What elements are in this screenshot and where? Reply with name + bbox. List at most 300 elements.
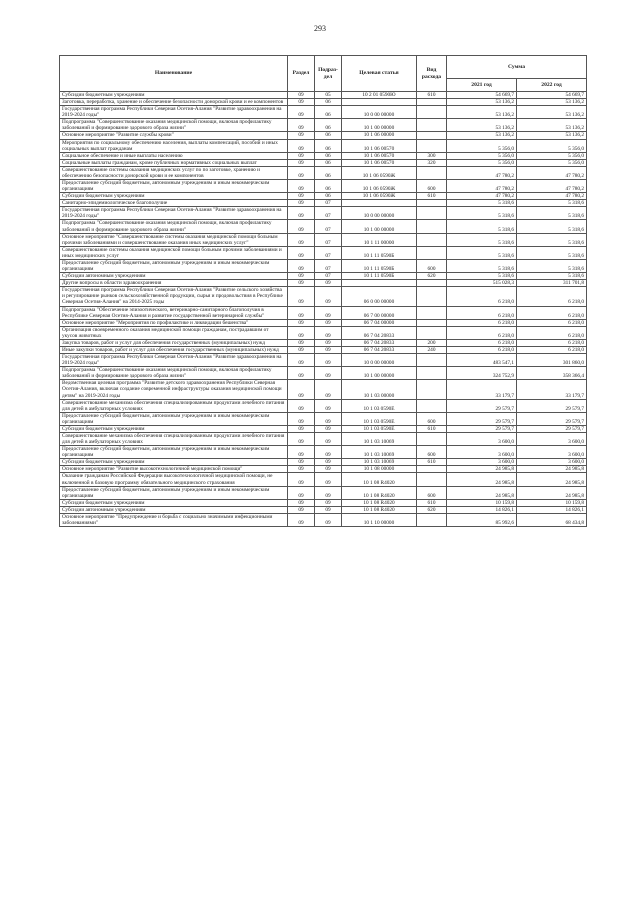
row-expense-type-cell: 600: [417, 446, 447, 459]
table-row: [60, 432, 587, 445]
row-target-cell: 10 1 03 10069: [342, 432, 417, 445]
row-name-cell: Предоставление субсидий бюджетным, автономным учреждениям и иным некоммерческим организациям: [60, 446, 288, 459]
table-row: [60, 466, 587, 473]
row-expense-type-cell: [417, 399, 447, 412]
row-2022-cell: 53 136,2: [517, 132, 587, 139]
row-section-cell: 09: [288, 380, 315, 399]
header-expense-type: Вид расхода: [417, 56, 447, 92]
row-subsection-cell: 09: [315, 425, 342, 432]
row-2022-cell: 29 579,7: [517, 425, 587, 432]
row-expense-type-cell: [417, 513, 447, 526]
row-2021-cell: 10 159,8: [447, 499, 517, 506]
row-expense-type-cell: 620: [417, 273, 447, 280]
row-2022-cell: 5 318,6: [517, 220, 587, 233]
row-target-cell: 10 1 11 00000: [342, 233, 417, 246]
row-2021-cell: 3 600,0: [447, 432, 517, 445]
table-row: [60, 473, 587, 486]
row-2022-cell: 29 579,7: [517, 399, 587, 412]
table-row: [60, 306, 587, 319]
row-subsection-cell: 07: [315, 200, 342, 207]
row-subsection-cell: 09: [315, 459, 342, 466]
row-subsection-cell: 09: [315, 499, 342, 506]
row-name-cell: Основное мероприятие "Развитие службы крови": [60, 132, 288, 139]
row-target-cell: 10 1 10 00000: [342, 513, 417, 526]
row-name-cell: Основное мероприятие "Совершенствование системы оказания медицинской помощи больным прочими заболеваниями и совершенствование оказания иных медицинских услуг": [60, 233, 288, 246]
row-subsection-cell: 09: [315, 473, 342, 486]
row-expense-type-cell: [417, 287, 447, 306]
row-subsection-cell: 09: [315, 367, 342, 380]
row-2022-cell: 53 136,2: [517, 119, 587, 132]
row-section-cell: 09: [288, 367, 315, 380]
row-subsection-cell: 07: [315, 273, 342, 280]
row-expense-type-cell: [417, 432, 447, 445]
row-section-cell: 09: [288, 119, 315, 132]
table-row: [60, 99, 587, 106]
row-name-cell: Оказание гражданам Российской Федерации высокотехнологичной медицинской помощи, не включенной в базовую программу обязательного медицинского страхования: [60, 473, 288, 486]
page-number: 293: [314, 24, 326, 33]
row-expense-type-cell: [417, 367, 447, 380]
row-target-cell: 06 7 04 20833: [342, 346, 417, 353]
row-section-cell: 09: [288, 259, 315, 272]
row-2021-cell: 29 579,7: [447, 425, 517, 432]
row-2021-cell: 5 318,6: [447, 200, 517, 207]
row-name-cell: Подпрограмма "Совершенствование оказания медицинской помощи, включая профилактику заболеваний и формирование здорового образа жизни": [60, 220, 288, 233]
row-expense-type-cell: 320: [417, 159, 447, 166]
row-expense-type-cell: [417, 166, 447, 179]
table-row: [60, 513, 587, 526]
row-subsection-cell: 09: [315, 380, 342, 399]
row-expense-type-cell: 610: [417, 459, 447, 466]
table-row: [60, 92, 587, 99]
table-row: [60, 287, 587, 306]
row-target-cell: [342, 200, 417, 207]
table-row: [60, 459, 587, 466]
row-section-cell: 09: [288, 459, 315, 466]
table-row: [60, 367, 587, 380]
row-target-cell: 06 7 00 00000: [342, 306, 417, 319]
row-name-cell: Ведомственная целевая программа "Развитие детского здравоохранения Республики Северная Осетия-Алания, включая создание современной инфраструктуры оказания медицинской помощи детям" на 2019-2024 годы: [60, 380, 288, 399]
row-2021-cell: 5 356,0: [447, 139, 517, 152]
row-expense-type-cell: [417, 319, 447, 326]
table-row: [60, 412, 587, 425]
row-name-cell: Субсидии автономным учреждениям: [60, 273, 288, 280]
row-section-cell: 09: [288, 106, 315, 119]
row-2021-cell: 6 218,0: [447, 346, 517, 353]
row-expense-type-cell: 200: [417, 339, 447, 346]
row-expense-type-cell: [417, 233, 447, 246]
row-2021-cell: 5 318,6: [447, 220, 517, 233]
row-expense-type-cell: [417, 380, 447, 399]
row-expense-type-cell: 600: [417, 486, 447, 499]
row-target-cell: [342, 99, 417, 106]
row-2022-cell: 5 356,0: [517, 139, 587, 152]
row-2022-cell: 6 218,0: [517, 319, 587, 326]
table-row: [60, 339, 587, 346]
row-section-cell: 09: [288, 306, 315, 319]
row-section-cell: 09: [288, 346, 315, 353]
row-2022-cell: 54 669,7: [517, 92, 587, 99]
row-subsection-cell: 09: [315, 306, 342, 319]
row-subsection-cell: 09: [315, 513, 342, 526]
row-section-cell: 09: [288, 139, 315, 152]
table-row: [60, 207, 587, 220]
row-section-cell: 09: [288, 354, 315, 367]
row-section-cell: 09: [288, 180, 315, 193]
row-name-cell: Основное мероприятие "Предупреждение и борьба с социально значимыми инфекционными заболеваниями": [60, 513, 288, 526]
row-target-cell: 10 1 08 R4020: [342, 506, 417, 513]
row-2022-cell: 5 318,6: [517, 207, 587, 220]
row-target-cell: 10 1 03 10069: [342, 459, 417, 466]
row-name-cell: Предоставление субсидий бюджетным, автономным учреждениям и иным некоммерческим организациям: [60, 180, 288, 193]
row-2022-cell: 47 780,2: [517, 193, 587, 200]
budget-table: [59, 55, 587, 527]
row-2022-cell: 3 600,0: [517, 432, 587, 445]
row-section-cell: 09: [288, 193, 315, 200]
row-target-cell: 10 1 08 00000: [342, 466, 417, 473]
row-name-cell: Предоставление субсидий бюджетным, автономным учреждениям и иным некоммерческим организациям: [60, 259, 288, 272]
table-row: [60, 152, 587, 159]
table-row: [60, 425, 587, 432]
row-name-cell: Предоставление субсидий бюджетным, автономным учреждениям и иным некоммерческим организациям: [60, 486, 288, 499]
header-section: Раздел: [288, 56, 315, 92]
row-section-cell: 09: [288, 425, 315, 432]
row-section-cell: 09: [288, 280, 315, 287]
row-2022-cell: 311 701,8: [517, 280, 587, 287]
row-2021-cell: 53 136,2: [447, 132, 517, 139]
row-expense-type-cell: [417, 132, 447, 139]
row-expense-type-cell: [417, 220, 447, 233]
row-section-cell: 09: [288, 99, 315, 106]
row-2021-cell: 85 992,6: [447, 513, 517, 526]
row-2021-cell: 6 218,0: [447, 339, 517, 346]
row-section-cell: 09: [288, 446, 315, 459]
table-row: [60, 132, 587, 139]
row-subsection-cell: 07: [315, 220, 342, 233]
header-target: Целевая статья: [342, 56, 417, 92]
row-subsection-cell: 06: [315, 180, 342, 193]
row-target-cell: [342, 280, 417, 287]
row-name-cell: Субсидии бюджетным учреждениям: [60, 92, 288, 99]
table-body: [60, 92, 587, 527]
table-row: [60, 354, 587, 367]
table-row: [60, 159, 587, 166]
table-row: [60, 139, 587, 152]
row-2022-cell: 5 356,0: [517, 159, 587, 166]
row-section-cell: 09: [288, 326, 315, 339]
row-target-cell: 10 1 06 00570: [342, 139, 417, 152]
row-2021-cell: 5 356,0: [447, 159, 517, 166]
row-name-cell: Закупка товаров, работ и услуг для обеспечения государственных (муниципальных) нужд: [60, 339, 288, 346]
row-subsection-cell: 07: [315, 259, 342, 272]
row-name-cell: Государственная программа Республики Северная Осетия-Алания "Развитие здравоохранения на 2019-2024 годы": [60, 106, 288, 119]
row-2021-cell: 24 985,8: [447, 486, 517, 499]
row-expense-type-cell: 610: [417, 92, 447, 99]
row-2022-cell: 5 318,6: [517, 233, 587, 246]
row-2022-cell: 53 136,2: [517, 99, 587, 106]
row-name-cell: Государственная программа Республики Северная Осетия-Алания "Развитие здравоохранения на 2019-2024 годы": [60, 207, 288, 220]
row-2022-cell: 5 318,6: [517, 246, 587, 259]
row-subsection-cell: 09: [315, 446, 342, 459]
row-expense-type-cell: [417, 466, 447, 473]
row-expense-type-cell: 610: [417, 499, 447, 506]
row-section-cell: 09: [288, 273, 315, 280]
row-2021-cell: 6 218,0: [447, 306, 517, 319]
table-row: [60, 106, 587, 119]
row-2022-cell: 24 985,8: [517, 466, 587, 473]
row-name-cell: Предоставление субсидий бюджетным, автономным учреждениям и иным некоммерческим организациям: [60, 412, 288, 425]
row-expense-type-cell: 620: [417, 506, 447, 513]
row-expense-type-cell: [417, 200, 447, 207]
row-target-cell: 10 1 08 R4020: [342, 486, 417, 499]
row-2021-cell: 14 826,1: [447, 506, 517, 513]
row-target-cell: 06 7 04 20833: [342, 326, 417, 339]
table-row: [60, 220, 587, 233]
row-2022-cell: 6 218,0: [517, 287, 587, 306]
row-subsection-cell: 06: [315, 139, 342, 152]
row-2021-cell: 33 179,7: [447, 380, 517, 399]
row-2021-cell: 324 752,9: [447, 367, 517, 380]
row-2022-cell: 5 318,6: [517, 200, 587, 207]
row-subsection-cell: 09: [315, 466, 342, 473]
row-name-cell: Подпрограмма "Совершенствование оказания медицинской помощи, включая профилактику заболеваний и формирование здорового образа жизни": [60, 367, 288, 380]
row-expense-type-cell: 610: [417, 425, 447, 432]
row-subsection-cell: 09: [315, 432, 342, 445]
row-name-cell: Санитарно-эпидемиологическое благополучие: [60, 200, 288, 207]
row-expense-type-cell: 610: [417, 193, 447, 200]
row-name-cell: Субсидии автономным учреждениям: [60, 506, 288, 513]
row-2022-cell: 68 434,8: [517, 513, 587, 526]
row-name-cell: Мероприятия по социальному обеспечению населения, выплаты компенсаций, пособий и иных социальных выплат гражданам: [60, 139, 288, 152]
row-section-cell: 09: [288, 200, 315, 207]
table-row: [60, 346, 587, 353]
row-2021-cell: 53 136,2: [447, 106, 517, 119]
row-expense-type-cell: [417, 326, 447, 339]
row-2022-cell: 10 159,8: [517, 499, 587, 506]
row-section-cell: 09: [288, 152, 315, 159]
row-subsection-cell: 09: [315, 412, 342, 425]
row-name-cell: Социальные выплаты гражданам, кроме публичных нормативных социальных выплат: [60, 159, 288, 166]
header-sum: Сумма: [447, 56, 587, 79]
row-2021-cell: 47 780,2: [447, 166, 517, 179]
row-target-cell: 10 0 00 00000: [342, 106, 417, 119]
row-target-cell: 10 1 08 R4020: [342, 473, 417, 486]
row-section-cell: 09: [288, 166, 315, 179]
header-subsection: Подраз-дел: [315, 56, 342, 92]
row-expense-type-cell: [417, 354, 447, 367]
table-row: [60, 399, 587, 412]
row-name-cell: Другие вопросы в области здравоохранения: [60, 280, 288, 287]
row-subsection-cell: 07: [315, 246, 342, 259]
row-subsection-cell: 09: [315, 319, 342, 326]
row-subsection-cell: 06: [315, 132, 342, 139]
row-section-cell: 09: [288, 499, 315, 506]
row-2021-cell: 5 318,6: [447, 259, 517, 272]
row-section-cell: 09: [288, 319, 315, 326]
row-subsection-cell: 09: [315, 287, 342, 306]
table-row: [60, 446, 587, 459]
row-name-cell: Совершенствование системы оказания медицинской помощи больным прочими заболеваниями и иных медицинских услуг: [60, 246, 288, 259]
row-target-cell: 10 1 00 00000: [342, 367, 417, 380]
row-2021-cell: 6 218,0: [447, 326, 517, 339]
row-expense-type-cell: [417, 306, 447, 319]
row-2021-cell: 3 600,0: [447, 446, 517, 459]
row-target-cell: 10 2 01 0590Ю: [342, 92, 417, 99]
row-target-cell: 10 1 03 0590Е: [342, 412, 417, 425]
row-target-cell: 10 1 06 00570: [342, 159, 417, 166]
row-subsection-cell: 06: [315, 166, 342, 179]
row-target-cell: 10 1 03 10069: [342, 446, 417, 459]
row-target-cell: 06 0 00 00000: [342, 287, 417, 306]
row-expense-type-cell: [417, 246, 447, 259]
table-row: [60, 273, 587, 280]
row-name-cell: Совершенствование системы оказания медицинских услуг по по заготовке, хранению и обеспечению безопасности донорской крови и ее компонентов: [60, 166, 288, 179]
row-expense-type-cell: [417, 280, 447, 287]
table-row: [60, 499, 587, 506]
header-year-2022: 2022 год: [517, 79, 587, 92]
row-name-cell: Субсидии бюджетным учреждениям: [60, 193, 288, 200]
row-section-cell: 09: [288, 466, 315, 473]
row-2022-cell: 301 860,0: [517, 354, 587, 367]
header-year-2021: 2021 год: [447, 79, 517, 92]
row-expense-type-cell: [417, 139, 447, 152]
row-2021-cell: 5 318,6: [447, 233, 517, 246]
row-target-cell: 10 1 11 0590Б: [342, 273, 417, 280]
row-subsection-cell: 07: [315, 207, 342, 220]
row-section-cell: 09: [288, 246, 315, 259]
row-target-cell: 10 1 03 00000: [342, 380, 417, 399]
row-2021-cell: 6 218,0: [447, 287, 517, 306]
row-2021-cell: 47 780,2: [447, 180, 517, 193]
row-2022-cell: 14 826,1: [517, 506, 587, 513]
table-row: [60, 166, 587, 179]
row-target-cell: 10 1 11 0590Б: [342, 246, 417, 259]
row-name-cell: Субсидии бюджетным учреждениям: [60, 499, 288, 506]
row-section-cell: 09: [288, 432, 315, 445]
table-row: [60, 326, 587, 339]
row-2021-cell: 53 136,2: [447, 119, 517, 132]
row-subsection-cell: 09: [315, 346, 342, 353]
row-2022-cell: 33 179,7: [517, 380, 587, 399]
row-expense-type-cell: 240: [417, 346, 447, 353]
row-name-cell: Основное мероприятие "Мероприятия по профилактике и ликвидации бешенства": [60, 319, 288, 326]
row-expense-type-cell: [417, 99, 447, 106]
row-subsection-cell: 09: [315, 506, 342, 513]
row-subsection-cell: 06: [315, 99, 342, 106]
table-row: [60, 280, 587, 287]
table-row: [60, 319, 587, 326]
row-subsection-cell: 09: [315, 354, 342, 367]
row-expense-type-cell: 300: [417, 152, 447, 159]
row-section-cell: 09: [288, 207, 315, 220]
row-name-cell: Заготовка, переработка, хранение и обеспечение безопасности донорской крови и ее компонентов: [60, 99, 288, 106]
row-target-cell: 10 1 03 0590Е: [342, 425, 417, 432]
table-row: [60, 180, 587, 193]
row-target-cell: 10 1 06 0590Ж: [342, 180, 417, 193]
row-2021-cell: 3 600,0: [447, 459, 517, 466]
table-row: [60, 193, 587, 200]
row-2022-cell: 6 218,0: [517, 326, 587, 339]
row-subsection-cell: 06: [315, 106, 342, 119]
row-subsection-cell: 09: [315, 280, 342, 287]
row-target-cell: 10 0 00 00000: [342, 207, 417, 220]
row-section-cell: 09: [288, 233, 315, 246]
row-section-cell: 09: [288, 220, 315, 233]
row-2022-cell: 29 579,7: [517, 412, 587, 425]
row-2021-cell: 5 318,6: [447, 207, 517, 220]
row-2021-cell: 54 669,7: [447, 92, 517, 99]
row-2022-cell: 3 600,0: [517, 459, 587, 466]
row-2022-cell: 5 318,6: [517, 259, 587, 272]
table-row: [60, 506, 587, 513]
row-2022-cell: 47 780,2: [517, 180, 587, 193]
row-2022-cell: 3 600,0: [517, 446, 587, 459]
row-subsection-cell: 07: [315, 233, 342, 246]
row-2021-cell: 5 318,6: [447, 246, 517, 259]
row-subsection-cell: 06: [315, 193, 342, 200]
row-target-cell: 10 1 06 00570: [342, 152, 417, 159]
row-section-cell: 09: [288, 287, 315, 306]
row-2022-cell: 24 985,8: [517, 473, 587, 486]
row-subsection-cell: 09: [315, 486, 342, 499]
row-target-cell: 10 1 11 0590Б: [342, 259, 417, 272]
row-name-cell: Социальное обеспечение и иные выплаты населению: [60, 152, 288, 159]
row-section-cell: 09: [288, 132, 315, 139]
row-subsection-cell: 09: [315, 399, 342, 412]
row-subsection-cell: 06: [315, 119, 342, 132]
row-2022-cell: 24 985,8: [517, 486, 587, 499]
row-2021-cell: 483 547,1: [447, 354, 517, 367]
table-row: [60, 259, 587, 272]
row-2022-cell: 6 218,0: [517, 339, 587, 346]
row-target-cell: 10 1 06 0590Ж: [342, 166, 417, 179]
row-2021-cell: 6 218,0: [447, 319, 517, 326]
row-name-cell: Организация своевременного оказания медицинской помощи гражданам, пострадавшим от укусов животных: [60, 326, 288, 339]
row-target-cell: 06 7 04 00000: [342, 319, 417, 326]
row-name-cell: Иные закупки товаров, работ и услуг для обеспечения государственных (муниципальных) нужд: [60, 346, 288, 353]
row-2021-cell: 24 985,8: [447, 466, 517, 473]
row-name-cell: Основное мероприятие "Развитие высокотехнологичной медицинской помощи": [60, 466, 288, 473]
row-2021-cell: 5 356,0: [447, 152, 517, 159]
row-section-cell: 09: [288, 473, 315, 486]
row-2022-cell: 5 356,0: [517, 152, 587, 159]
row-expense-type-cell: 600: [417, 412, 447, 425]
row-2022-cell: 358 366,4: [517, 367, 587, 380]
row-section-cell: 09: [288, 513, 315, 526]
row-2022-cell: 53 136,2: [517, 106, 587, 119]
row-expense-type-cell: 600: [417, 259, 447, 272]
row-name-cell: Субсидии бюджетным учреждениям: [60, 459, 288, 466]
row-target-cell: 10 0 00 00000: [342, 354, 417, 367]
row-target-cell: 10 1 00 00000: [342, 119, 417, 132]
row-subsection-cell: 09: [315, 326, 342, 339]
row-name-cell: Государственная программа Республики Северная Осетия-Алания "Развитие здравоохранения на 2019-2024 годы": [60, 354, 288, 367]
row-target-cell: 06 7 04 20833: [342, 339, 417, 346]
row-expense-type-cell: [417, 106, 447, 119]
row-2021-cell: 29 579,7: [447, 399, 517, 412]
row-target-cell: 10 1 00 00000: [342, 220, 417, 233]
row-expense-type-cell: [417, 207, 447, 220]
row-2022-cell: 47 780,2: [517, 166, 587, 179]
header-name: Наименование: [60, 56, 288, 92]
row-section-cell: 09: [288, 399, 315, 412]
table-row: [60, 380, 587, 399]
row-name-cell: Совершенствование механизма обеспечения специализированным продуктами лечебного питания для детей в амбулаторных условиях: [60, 432, 288, 445]
row-expense-type-cell: [417, 119, 447, 132]
row-target-cell: 10 1 06 0590Ж: [342, 193, 417, 200]
row-2022-cell: 5 318,6: [517, 273, 587, 280]
row-name-cell: Подпрограмма "Обеспечение эпизоотического, ветеринарно-санитарного благополучия в Республике Северная Осетия-Алания и развитие государственной ветеринарной службы": [60, 306, 288, 319]
row-target-cell: 10 1 03 0590Е: [342, 399, 417, 412]
